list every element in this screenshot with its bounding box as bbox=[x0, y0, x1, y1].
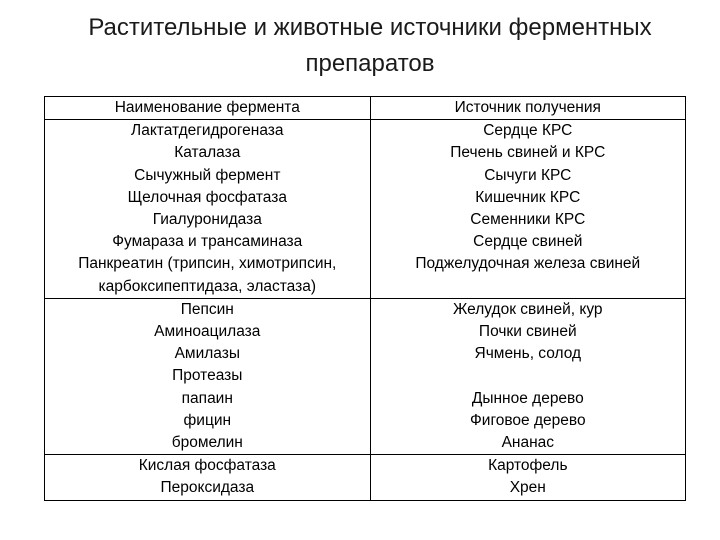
enzyme-name: Протеазы bbox=[172, 367, 243, 385]
source-name: Хрен bbox=[509, 479, 546, 497]
enzyme-cell bbox=[45, 455, 371, 500]
source-name: Сердце свиней bbox=[473, 233, 583, 251]
table-row bbox=[45, 298, 686, 454]
enzyme-name: карбоксипептидаза, эластаза) bbox=[98, 277, 317, 295]
enzyme-cell bbox=[45, 120, 371, 299]
source-name: Сычуги КРС bbox=[484, 166, 572, 184]
header-source bbox=[370, 97, 685, 120]
source-name: Почки свиней bbox=[478, 323, 577, 341]
slide-title bbox=[40, 10, 700, 82]
source-name: Картофель bbox=[488, 457, 568, 475]
source-cell bbox=[370, 455, 685, 500]
enzyme-name: Кислая фосфатаза bbox=[138, 457, 276, 475]
enzyme-name: бромелин bbox=[171, 434, 243, 452]
enzyme-name: Лактатдегидрогеназа bbox=[131, 122, 284, 140]
source-name: Ананас bbox=[501, 434, 555, 452]
enzyme-name: Фумараза и трансаминаза bbox=[112, 233, 303, 251]
source-name: Дынное дерево bbox=[471, 389, 584, 407]
source-name: Сердце КРС bbox=[483, 122, 573, 140]
enzyme-name: папаин bbox=[181, 389, 233, 407]
source-name: Кишечник КРС bbox=[475, 188, 581, 206]
table-row bbox=[45, 455, 686, 500]
source-name: Печень свиней и КРС bbox=[450, 144, 606, 162]
enzyme-cell bbox=[45, 298, 371, 454]
source-name: Желудок свиней, кур bbox=[453, 300, 603, 318]
source-name: Семенники КРС bbox=[470, 211, 586, 229]
title-line-1: Растительные и животные источники ферментных bbox=[88, 14, 652, 41]
enzyme-name: Амилазы bbox=[174, 345, 240, 363]
source-cell bbox=[370, 120, 685, 299]
table-header-row bbox=[45, 97, 686, 120]
source-name: Фиговое дерево bbox=[470, 411, 586, 429]
source-name bbox=[375, 365, 681, 387]
enzyme-name: Сычужный фермент bbox=[134, 166, 281, 184]
table-row bbox=[45, 120, 686, 299]
enzyme-source-table bbox=[44, 96, 686, 501]
source-cell bbox=[370, 298, 685, 454]
enzyme-name: Панкреатин (трипсин, химотрипсин, bbox=[78, 255, 337, 273]
title-line-2: препаратов bbox=[305, 50, 435, 77]
enzyme-name: Щелочная фосфатаза bbox=[127, 188, 287, 206]
source-name: Ячмень, солод bbox=[474, 345, 582, 363]
enzyme-name: Гиалуронидаза bbox=[152, 211, 262, 229]
enzyme-name: Пероксидаза bbox=[160, 479, 255, 497]
enzyme-name: Аминоацилаза bbox=[154, 323, 261, 341]
enzyme-name: фицин bbox=[183, 411, 232, 429]
header-enzyme bbox=[45, 97, 371, 120]
enzyme-name: Пепсин bbox=[180, 300, 234, 318]
header-source-text: Источник получения bbox=[454, 99, 601, 116]
enzyme-name: Каталаза bbox=[174, 144, 241, 162]
source-name: Поджелудочная железа свиней bbox=[415, 255, 641, 273]
header-enzyme-text: Наименование фермента bbox=[114, 99, 300, 116]
